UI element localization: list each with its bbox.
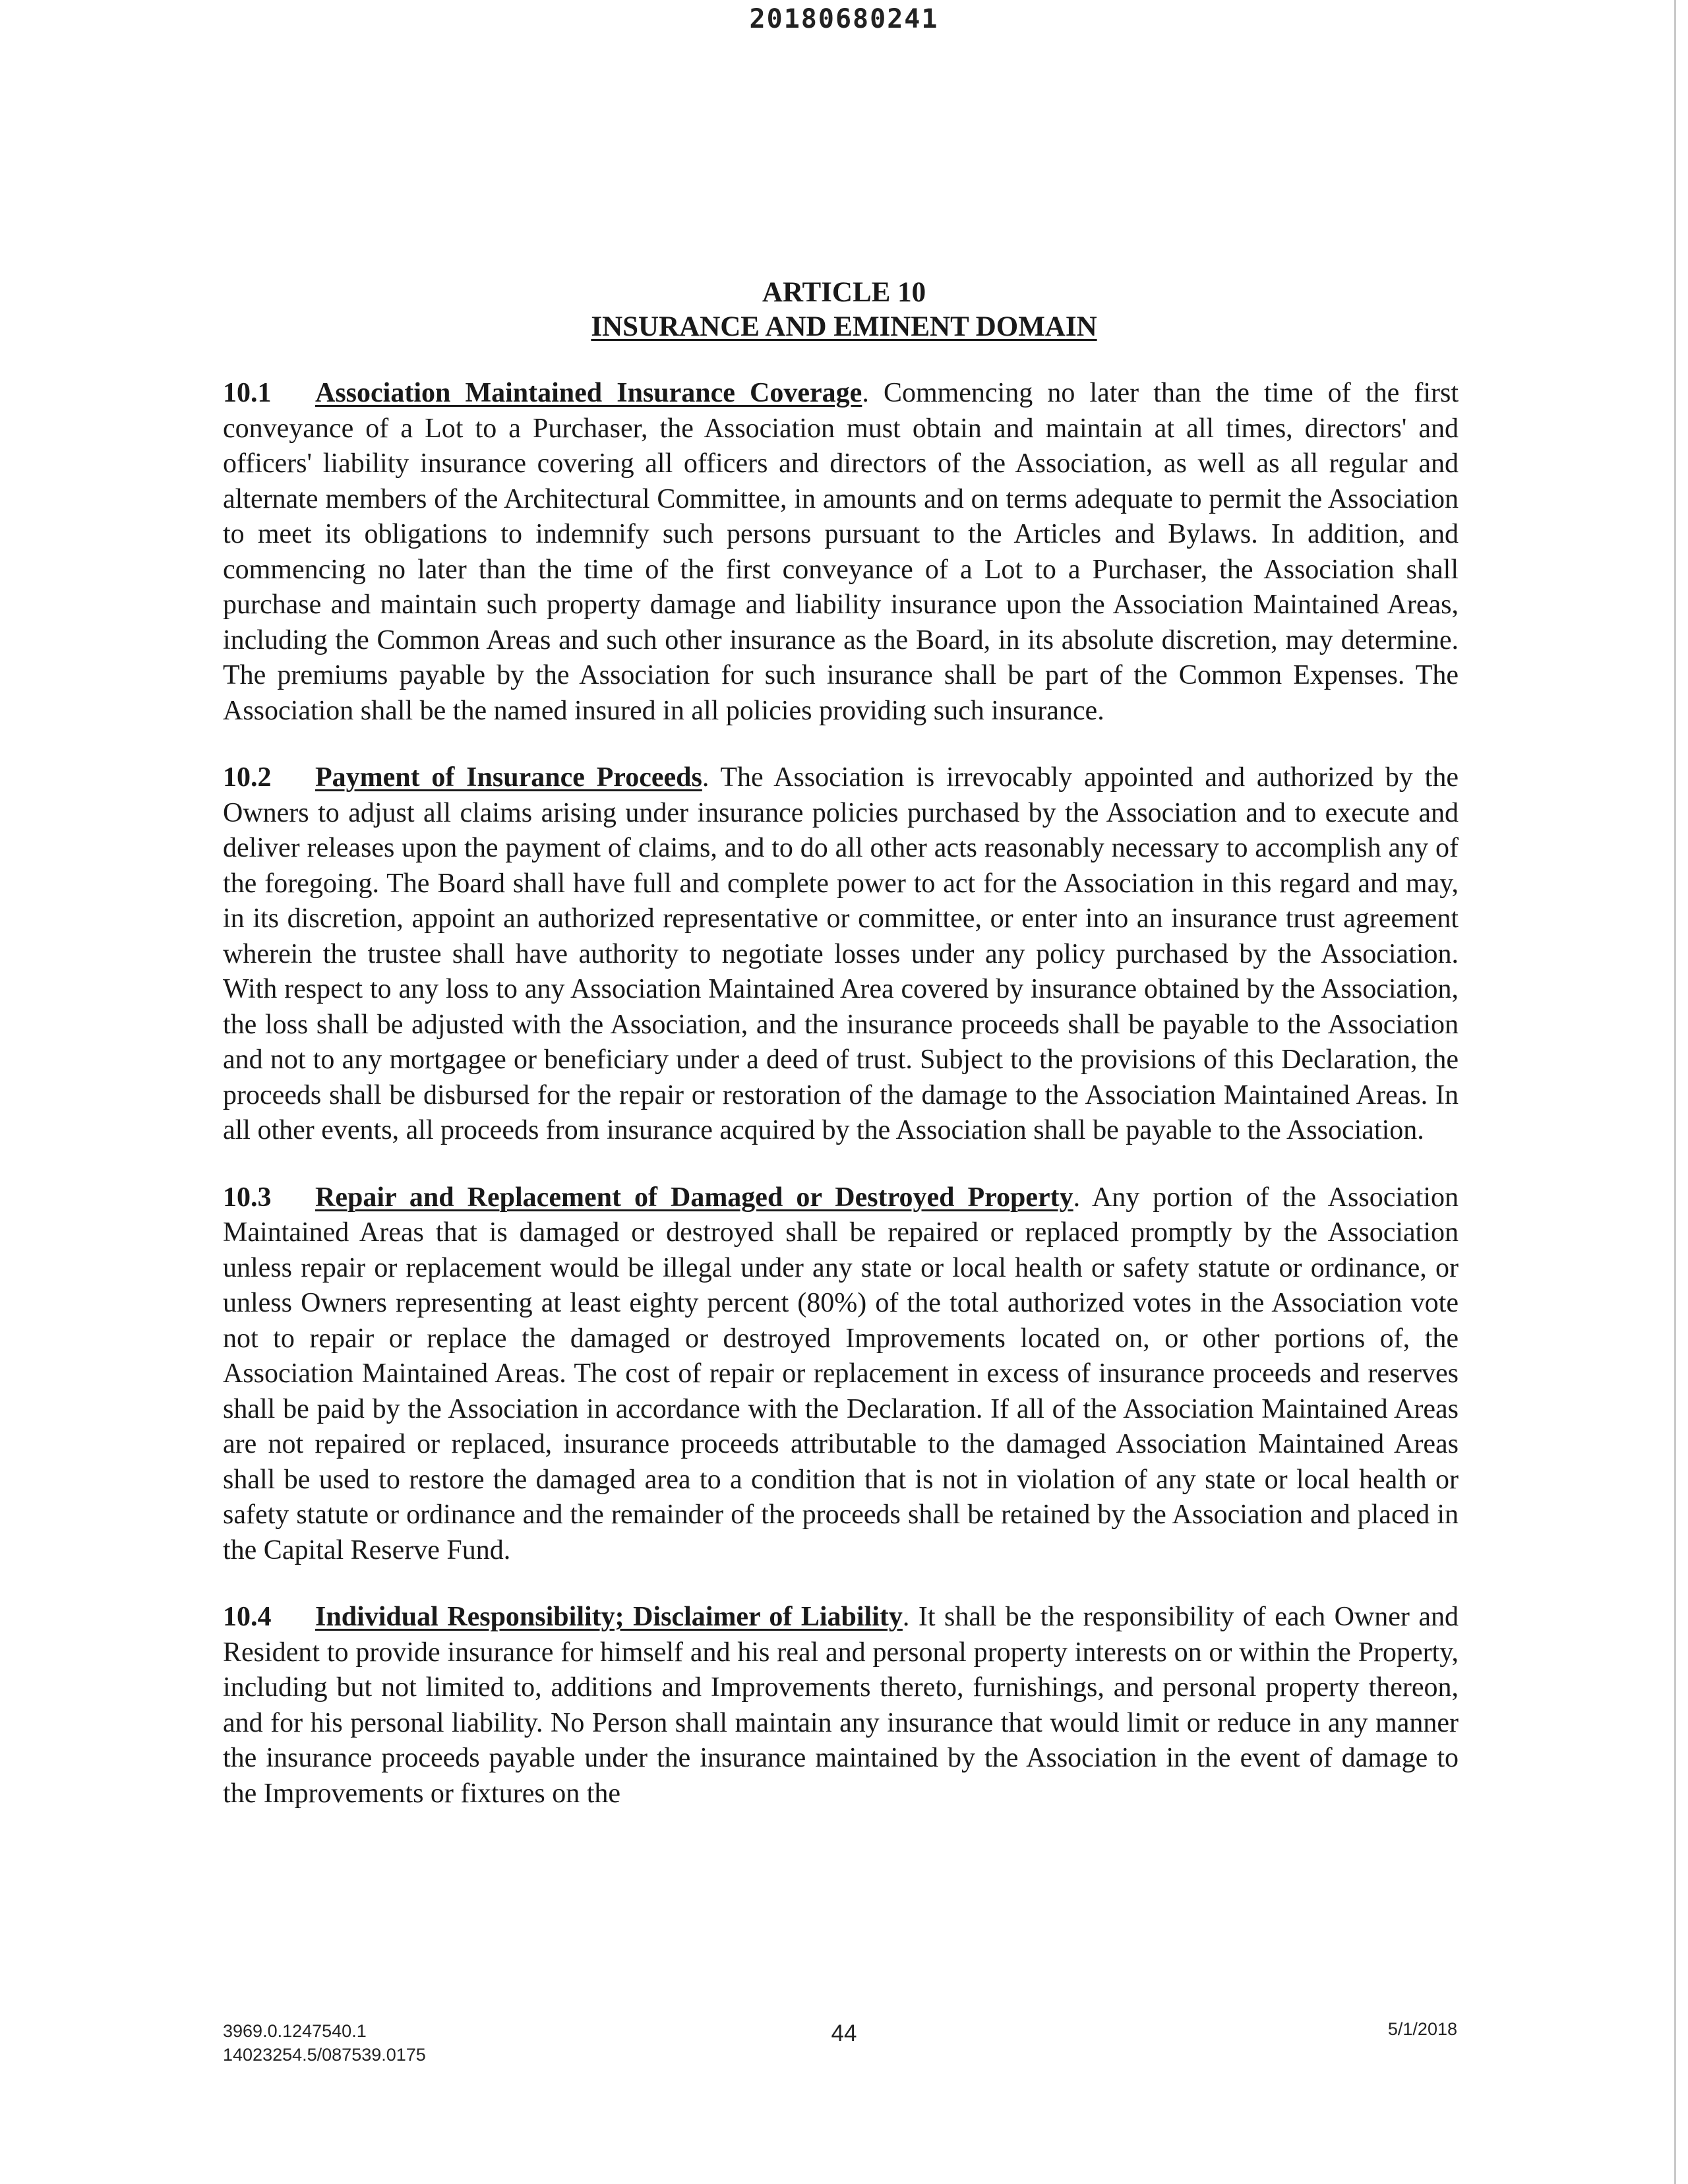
document-body xyxy=(223,376,1459,1843)
footer-doc-id: 14023254.5/087539.0175 xyxy=(223,2045,426,2065)
section-title: Association Maintained Insurance Coverage xyxy=(315,378,862,408)
article-heading xyxy=(0,276,1688,344)
section-number: 10.4 xyxy=(223,1602,272,1632)
section-text: . The Association is irrevocably appointed and authorized by the Owners to adjust all claims arising under insurance policies purchased by the Association and to execute and deliver releases upon the payment of claims, and to do all other acts reasonably necessary to accomplish any of the foregoing. The Board shall have full and complete power to act for the Association in this regard and may, in its discretion, appoint an authorized representative or committee, or enter into an insurance trust agreement wherein the trustee shall have authority to negotiate losses under any policy purchased by the Association. With respect to any loss to any Association Maintained Area covered by insurance obtained by the Association, the loss shall be adjusted with the Association, and the insurance proceeds shall be payable to the Association and not to any mortgagee or beneficiary under a deed of trust. Subject to the provisions of this Declaration, the proceeds shall be disbursed for the repair or restoration of the damage to the Association Maintained Areas. In all other events, all proceeds from insurance acquired by the Association shall be payable to the Association. xyxy=(223,762,1459,1145)
recording-number: 20180680241 xyxy=(749,4,939,34)
section-number: 10.1 xyxy=(223,378,272,408)
footer-date: 5/1/2018 xyxy=(1387,2019,1457,2039)
section-text: . Commencing no later than the time of the first conveyance of a Lot to a Purchaser, the Association must obtain and maintain at all times, directors' and officers' liability insurance covering all officers and directors of the Association, as well as all regular and alternate members of the Architectural Committee, in amounts and on terms adequate to permit the Association to meet its obligations to indemnify such persons pursuant to the Articles and Bylaws. In addition, and commencing no later than the time of the first conveyance of a Lot to a Purchaser, the Association shall purchase and maintain such property damage and liability insurance upon the Association Maintained Areas, including the Common Areas and such other insurance as the Board, in its absolute discretion, may determine. The premiums payable by the Association for such insurance shall be part of the Common Expenses. The Association shall be the named insured in all policies providing such insurance. xyxy=(223,378,1459,726)
section-title: Repair and Replacement of Damaged or Destroyed Property xyxy=(315,1182,1073,1213)
page-number: 44 xyxy=(831,2020,857,2046)
section-10-2 xyxy=(223,760,1459,1149)
section-title: Payment of Insurance Proceeds xyxy=(315,762,702,793)
article-number: ARTICLE 10 xyxy=(762,277,926,308)
article-title: INSURANCE AND EMINENT DOMAIN xyxy=(591,311,1097,342)
section-10-4 xyxy=(223,1600,1459,1811)
section-10-3 xyxy=(223,1180,1459,1569)
section-10-1 xyxy=(223,376,1459,729)
footer-doc-id: 3969.0.1247540.1 xyxy=(223,2021,367,2041)
section-number: 10.3 xyxy=(223,1182,272,1213)
section-title: Individual Responsibility; Disclaimer of Liability xyxy=(315,1602,903,1632)
section-text: . Any portion of the Association Maintained Areas that is damaged or destroyed shall be repaired or replaced promptly by the Association unless repair or replacement would be illegal under any state or local health or safety statute or ordinance, or unless Owners representing at least eighty percent (80%) of the total authorized votes in the Association vote not to repair or replace the damaged or destroyed Improvements located on, or other portions of, the Association Maintained Areas. The cost of repair or replacement in excess of insurance proceeds and reserves shall be paid by the Association in accordance with the Declaration. If all of the Association Maintained Areas are not repaired or replaced, insurance proceeds attributable to the damaged Association Maintained Areas shall be used to restore the damaged area to a condition that is not in violation of any state or local health or safety statute or ordinance and the remainder of the proceeds shall be retained by the Association and placed in the Capital Reserve Fund. xyxy=(223,1182,1459,1565)
section-text: . It shall be the responsibility of each Owner and Resident to provide insurance for himself and his real and personal property interests on or within the Property, including but not limited to, additions and Improvements thereto, furnishings, and personal property thereon, and for his personal liability. No Person shall maintain any insurance that would limit or reduce in any manner the insurance proceeds payable under the insurance maintained by the Association in the event of damage to the Improvements or fixtures on the xyxy=(223,1602,1459,1809)
section-number: 10.2 xyxy=(223,762,272,793)
